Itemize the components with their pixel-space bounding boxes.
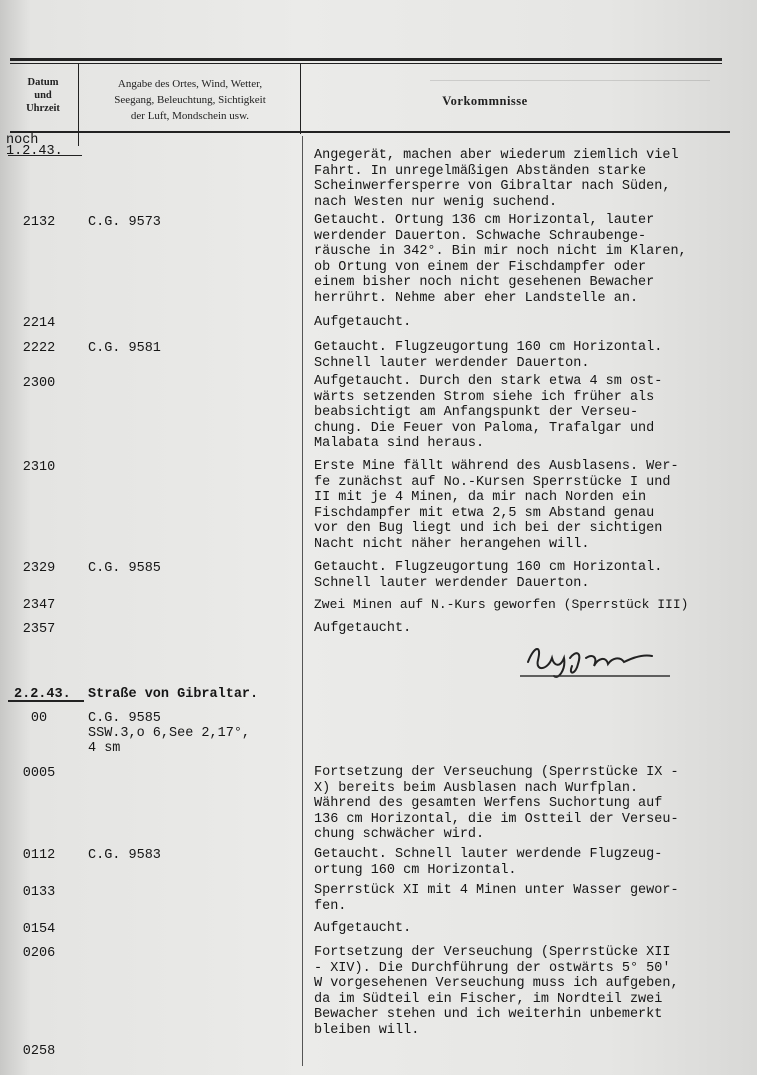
entry2-2-place: C.G. 9583: [88, 848, 161, 863]
date-2-2-43: 2.2.43.: [14, 687, 71, 702]
column-divider-2: [300, 64, 301, 134]
entry-1-text: Getaucht. Ortung 136 cm Horizontal, lauter werdender Dauerton. Schwache Schraubenge- räusche in 342°. Bin mir noch nicht im Klaren, ob Ortung von einem der Fischdampfer oder einem bisher noch nicht gesehenen Bewacher herrührt. Nehme aber eher Landstelle an.: [314, 213, 687, 306]
entry2-4-text: Aufgetaucht.: [314, 921, 412, 936]
entry2-5-time: 0206: [22, 946, 56, 961]
entry2-0-time: 00: [30, 711, 48, 726]
header-date-line1: Datum: [27, 77, 59, 88]
entry2-3-text: Sperrstück XI mit 4 Minen unter Wasser gewor- fen.: [314, 883, 679, 914]
entry-8-text: Aufgetaucht.: [314, 621, 412, 636]
entry-2-time: 2214: [22, 316, 56, 331]
entry-6-time: 2329: [22, 561, 56, 576]
top-rule-2: [10, 63, 722, 64]
entry-1-place: C.G. 9573: [88, 215, 161, 230]
entry2-1-text: Fortsetzung der Verseuchung (Sperrstücke IX - X) bereits beim Ausblasen nach Wurfplan. Während des gesamten Werfens Suchortung auf 136 cm Horizontal, die im Ostteil der Verseu- chung schwächer wird.: [314, 765, 679, 842]
entry-6-place: C.G. 9585: [88, 561, 161, 576]
entry2-5-text: Fortsetzung der Verseuchung (Sperrstücke XII - XIV). Die Durchführung der ostwärts 5° 50' W vorgesehenen Verseuchung muss ich aufgeben, da im Südteil ein Fischer, im Nordteil zwei Bewacher stehen und ich weiterhin unbemerkt bleiben will.: [314, 945, 679, 1038]
entry-2-text: Aufgetaucht.: [314, 315, 412, 330]
header-place-line2: Seegang, Beleuchtung, Sichtigkeit: [114, 94, 266, 106]
entry-8-time: 2357: [22, 622, 56, 637]
entry-7-text: Zwei Minen auf N.-Kurs geworfen (Sperrstück III): [314, 597, 689, 612]
entry2-3-time: 0133: [22, 885, 56, 900]
header-place-line1: Angabe des Ortes, Wind, Wetter,: [117, 78, 263, 90]
entry2-4-time: 0154: [22, 922, 56, 937]
bleed-through-text: [430, 80, 730, 120]
header-date-line3: Uhrzeit: [26, 103, 60, 114]
header-place-column: [82, 76, 298, 124]
entry-4-text: Aufgetaucht. Durch den stark etwa 4 sm ost- wärts setzenden Strom siehe ich früher als beabsichtigt am Anfangspunkt der Verseu- chung. Die Feuer von Paloma, Trafalgar und Malabata sind heraus.: [314, 374, 663, 451]
date-2-place: Straße von Gibraltar.: [88, 687, 259, 702]
header-place-line3: der Luft, Mondschein usw.: [130, 110, 250, 122]
entry-3-time: 2222: [22, 341, 56, 356]
entry2-2-text: Getaucht. Schnell lauter werdende Flugzeug- ortung 160 cm Horizontal.: [314, 847, 663, 878]
handwritten-signature: [520, 636, 690, 684]
date-1-2-43: 1.2.43.: [6, 144, 63, 159]
entry-7-time: 2347: [22, 598, 56, 613]
header-date-line2: und: [34, 90, 52, 101]
entry-6-text: Getaucht. Flugzeugortung 160 cm Horizontal. Schnell lauter werdender Dauerton.: [314, 560, 663, 591]
column-divider-1: [78, 64, 79, 146]
header-rule: [10, 131, 730, 133]
header-events-column: Vorkommnisse: [442, 94, 528, 108]
entry-4-time: 2300: [22, 376, 56, 391]
entry2-0-place: C.G. 9585 SSW.3,o 6,See 2,17°, 4 sm: [88, 711, 251, 756]
date-noch: noch: [6, 133, 39, 148]
header-date-column: [10, 76, 76, 115]
entry-0-text: Angegerät, machen aber wiederum ziemlich viel Fahrt. In unregelmäßigen Abständen starke Scheinwerfersperre von Gibraltar nach Süden, nach Westen nur wenig suchend.: [314, 148, 679, 210]
entry2-6-time: 0258: [22, 1044, 56, 1059]
entry-1-time: 2132: [22, 215, 56, 230]
entry2-1-time: 0005: [22, 766, 56, 781]
entry-5-time: 2310: [22, 460, 56, 475]
top-rule: [10, 58, 722, 61]
entry-5-text: Erste Mine fällt während des Ausblasens. Wer- fe zunächst auf No.-Kursen Sperrstücke I und II mit je 4 Minen, da mir nach Norden ein Fischdampfer mit etwa 2,5 sm Abstand genau vor den Bug liegt und ich bei der sichtigen Nacht nicht näher herangehen will.: [314, 459, 679, 552]
entry-3-text: Getaucht. Flugzeugortung 160 cm Horizontal. Schnell lauter werdender Dauerton.: [314, 340, 663, 371]
entry-3-place: C.G. 9581: [88, 341, 161, 356]
entry2-2-time: 0112: [22, 848, 56, 863]
column-divider-3: [302, 136, 303, 1066]
